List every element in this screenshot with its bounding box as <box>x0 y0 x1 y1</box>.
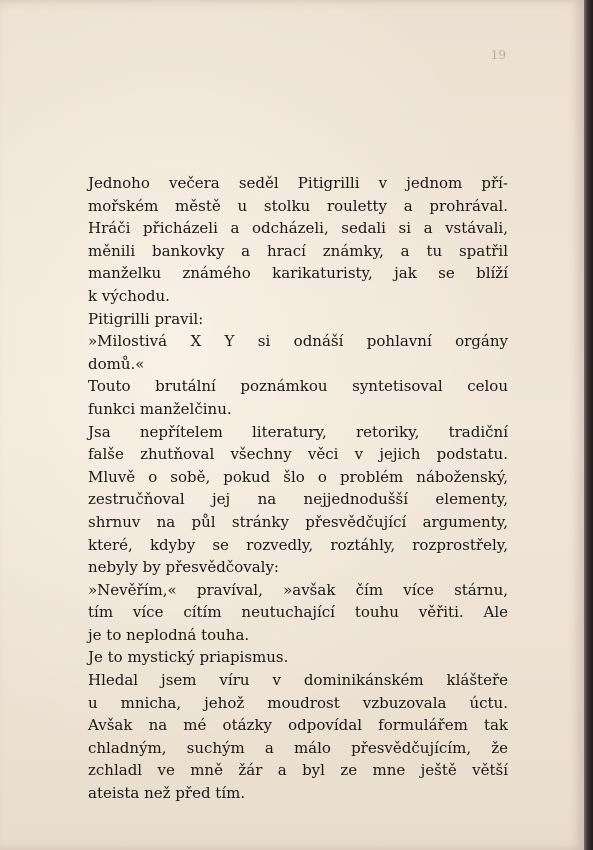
paragraph <box>88 646 508 669</box>
text-line: ateista než před tím. <box>88 784 246 803</box>
text-line: shrnuv na půl stránky přesvědčující argumenty, <box>88 512 508 531</box>
page-text <box>88 172 508 805</box>
text-line: funkci manželčinu. <box>88 399 232 418</box>
text-line: zestručňoval jej na nejjednodušší elementy, <box>88 490 508 509</box>
text-line: Hledal jsem víru v dominikánském klášteře <box>88 671 508 690</box>
text-line: je to neplodná touha. <box>88 625 250 644</box>
text-line: »Nevěřím,« pravíval, »avšak čím více stárnu, <box>88 580 508 599</box>
text-line: manželku známého karikaturisty, jak se blíží <box>88 264 508 283</box>
text-line: Jednoho večera seděl Pitigrilli v jednom pří- <box>88 174 508 192</box>
text-line: Jsa nepřítelem literatury, retoriky, tradiční <box>88 422 508 441</box>
text-line: Pitigrilli pravil: <box>88 309 204 328</box>
paragraph <box>88 330 508 375</box>
text-line: které, kdyby se rozvedly, roztáhly, rozprostřely, <box>88 535 508 554</box>
text-line: falše zhutňoval všechny věci v jejich podstatu. <box>88 445 508 464</box>
text-line: zchladl ve mně žár a byl ze mne ještě větší <box>88 761 508 780</box>
paragraph <box>88 421 508 579</box>
text-line: »Milostivá X Y si odnáší pohlavní orgány <box>88 332 508 351</box>
text-line: Je to mystický priapismus. <box>88 648 289 667</box>
paragraph <box>88 308 508 331</box>
text-line: Avšak na mé otázky odpovídal formulářem tak <box>88 716 508 735</box>
text-line: Hráči přicházeli a odcházeli, sedali si a vstávali, <box>88 219 508 238</box>
text-line: tím více cítím neutuchající touhu věřiti. Ale <box>88 603 508 622</box>
text-line: u mnicha, jehož moudrost vzbuzovala úctu. <box>88 693 508 712</box>
text-line: Mluvě o sobě, pokud šlo o problém náboženský, <box>88 467 508 486</box>
text-line: domů.« <box>88 354 145 373</box>
text-line: Touto brutální poznámkou syntetisoval celou <box>88 377 508 396</box>
text-line: nebyly by přesvědčovaly: <box>88 558 279 577</box>
paragraph <box>88 669 508 805</box>
text-line: chladným, suchým a málo přesvědčujícím, že <box>88 738 508 757</box>
text-line: k východu. <box>88 286 170 305</box>
book-page-edge <box>584 0 593 850</box>
paragraph <box>88 375 508 420</box>
paragraph <box>88 172 508 308</box>
text-line: mořském městě u stolku rouletty a prohrával. <box>88 196 508 215</box>
text-line: měnili bankovky a hrací známky, a tu spatřil <box>88 241 508 260</box>
paragraph <box>88 579 508 647</box>
page-number: 19 <box>490 48 506 62</box>
